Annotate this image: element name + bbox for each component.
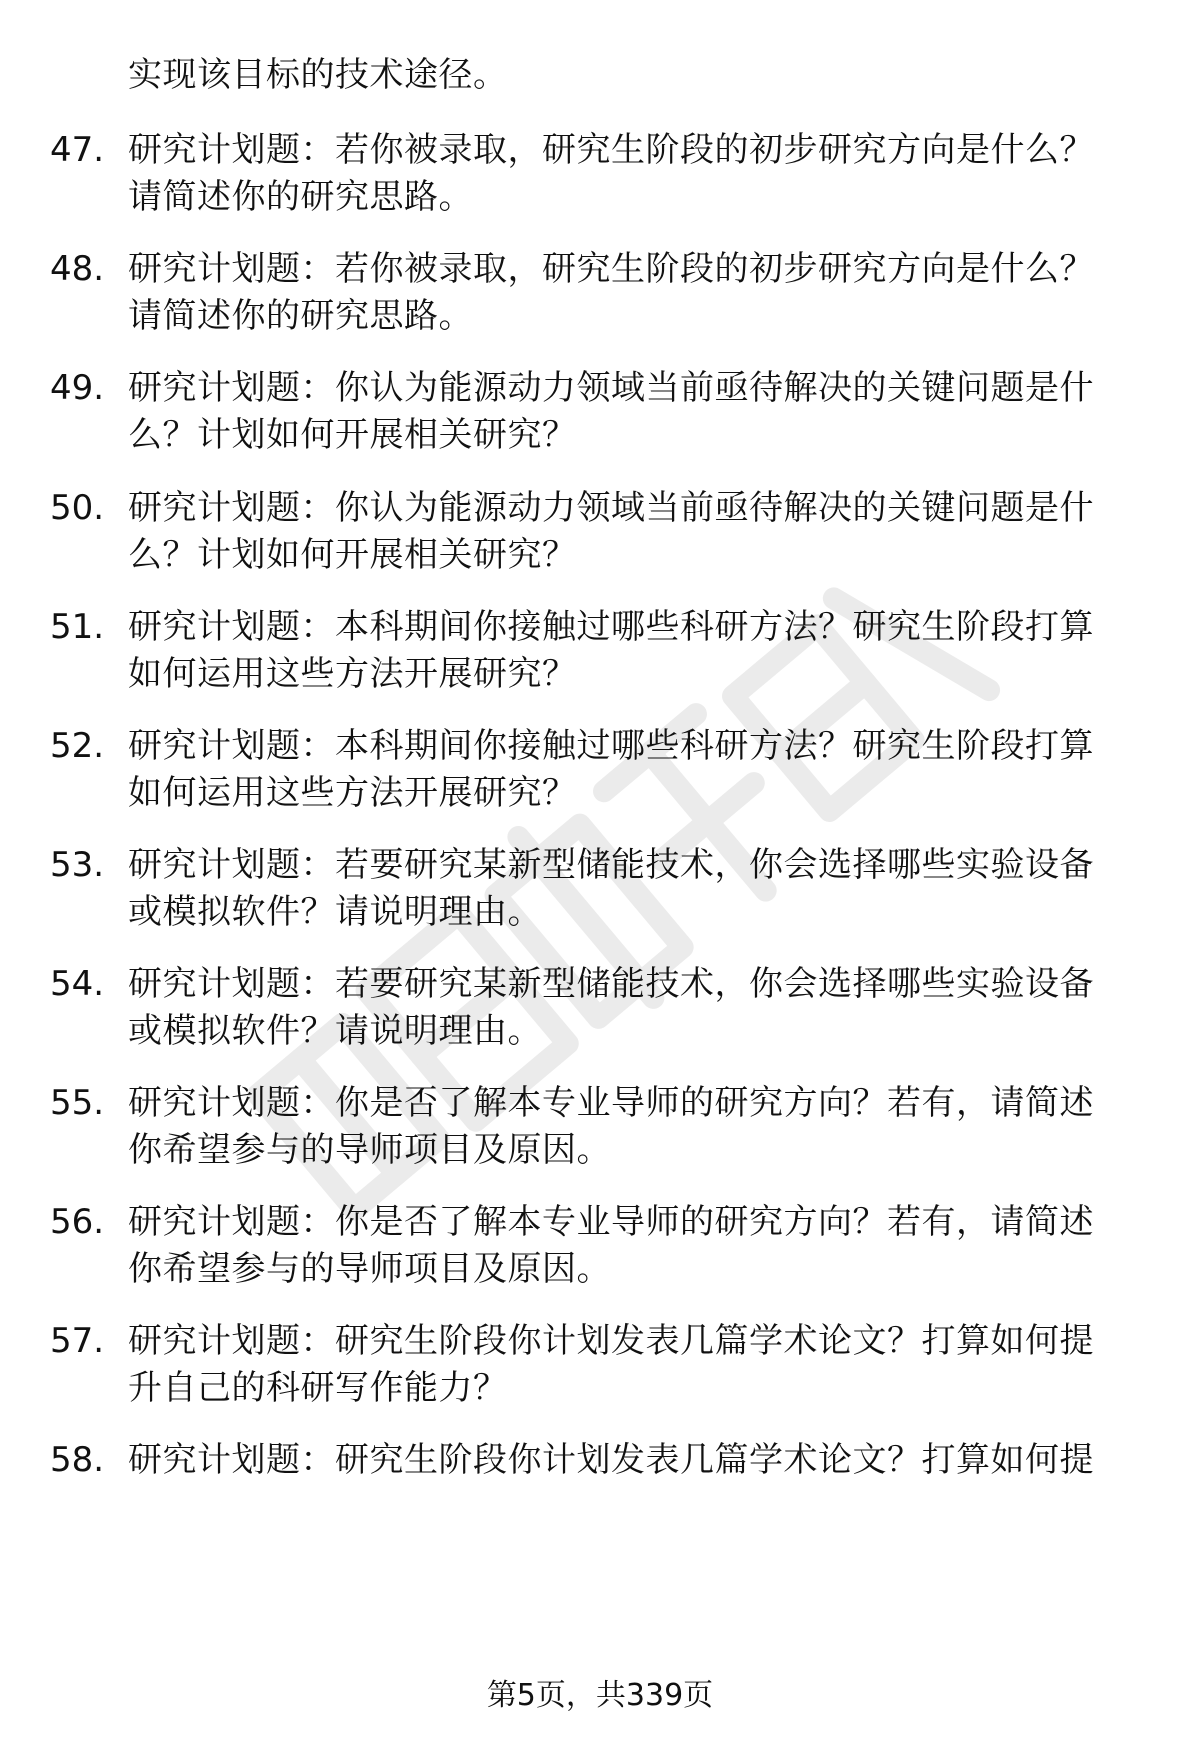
list-item <box>0 1440 1200 1540</box>
question-number: 50. <box>50 488 105 528</box>
question-text-line: 么？计划如何开展相关研究？ <box>128 415 577 455</box>
question-text-line: 请简述你的研究思路。 <box>128 177 473 217</box>
question-number: 48. <box>50 249 105 289</box>
page-footer: 第5页，共339页 <box>486 1678 714 1713</box>
question-text-line: 研究计划题：研究生阶段你计划发表几篇学术论文？打算如何提 <box>128 1321 1094 1361</box>
question-text-line: 研究计划题：本科期间你接触过哪些科研方法？研究生阶段打算 <box>128 607 1094 647</box>
list-item <box>0 249 1200 349</box>
question-text-line: 如何运用这些方法开展研究？ <box>128 654 577 694</box>
question-number: 57. <box>50 1321 105 1361</box>
question-text-line: 研究计划题：你是否了解本专业导师的研究方向？若有，请简述 <box>128 1202 1094 1242</box>
question-text-line: 或模拟软件？请说明理由。 <box>128 1011 542 1051</box>
question-number: 54. <box>50 964 105 1004</box>
list-item <box>0 488 1200 588</box>
question-text-line: 如何运用这些方法开展研究？ <box>128 773 577 813</box>
question-text-line: 请简述你的研究思路。 <box>128 296 473 336</box>
question-text-line: 你希望参与的导师项目及原因。 <box>128 1249 611 1289</box>
question-text-line: 或模拟软件？请说明理由。 <box>128 892 542 932</box>
question-number: 51. <box>50 607 105 647</box>
list-item <box>0 845 1200 945</box>
question-number: 52. <box>50 726 105 766</box>
list-item <box>0 130 1200 230</box>
list-item <box>0 1083 1200 1183</box>
continuation-text: 实现该目标的技术途径。 <box>128 55 508 95</box>
question-number: 58. <box>50 1440 105 1480</box>
question-number: 47. <box>50 130 105 170</box>
question-number: 53. <box>50 845 105 885</box>
question-text-line: 研究计划题：你认为能源动力领域当前亟待解决的关键问题是什 <box>128 368 1094 408</box>
question-text-line: 研究计划题：你认为能源动力领域当前亟待解决的关键问题是什 <box>128 488 1094 528</box>
list-item <box>0 1321 1200 1421</box>
question-text-line: 升自己的科研写作能力？ <box>128 1368 508 1408</box>
question-text-line: 么？计划如何开展相关研究？ <box>128 535 577 575</box>
question-text-line: 研究计划题：若你被录取，研究生阶段的初步研究方向是什么？ <box>128 249 1094 289</box>
question-text-line: 研究计划题：若要研究某新型储能技术，你会选择哪些实验设备 <box>128 964 1094 1004</box>
list-item <box>0 1202 1200 1302</box>
question-text-line: 研究计划题：研究生阶段你计划发表几篇学术论文？打算如何提 <box>128 1440 1094 1480</box>
list-item <box>0 964 1200 1064</box>
question-text-line: 你希望参与的导师项目及原因。 <box>128 1130 611 1170</box>
list-item <box>0 607 1200 707</box>
list-item <box>0 368 1200 468</box>
question-number: 56. <box>50 1202 105 1242</box>
question-text-line: 研究计划题：若要研究某新型储能技术，你会选择哪些实验设备 <box>128 845 1094 885</box>
question-text-line: 研究计划题：你是否了解本专业导师的研究方向？若有，请简述 <box>128 1083 1094 1123</box>
question-text-line: 研究计划题：本科期间你接触过哪些科研方法？研究生阶段打算 <box>128 726 1094 766</box>
question-number: 55. <box>50 1083 105 1123</box>
question-number: 49. <box>50 368 105 408</box>
question-text-line: 研究计划题：若你被录取，研究生阶段的初步研究方向是什么？ <box>128 130 1094 170</box>
list-item <box>0 726 1200 826</box>
